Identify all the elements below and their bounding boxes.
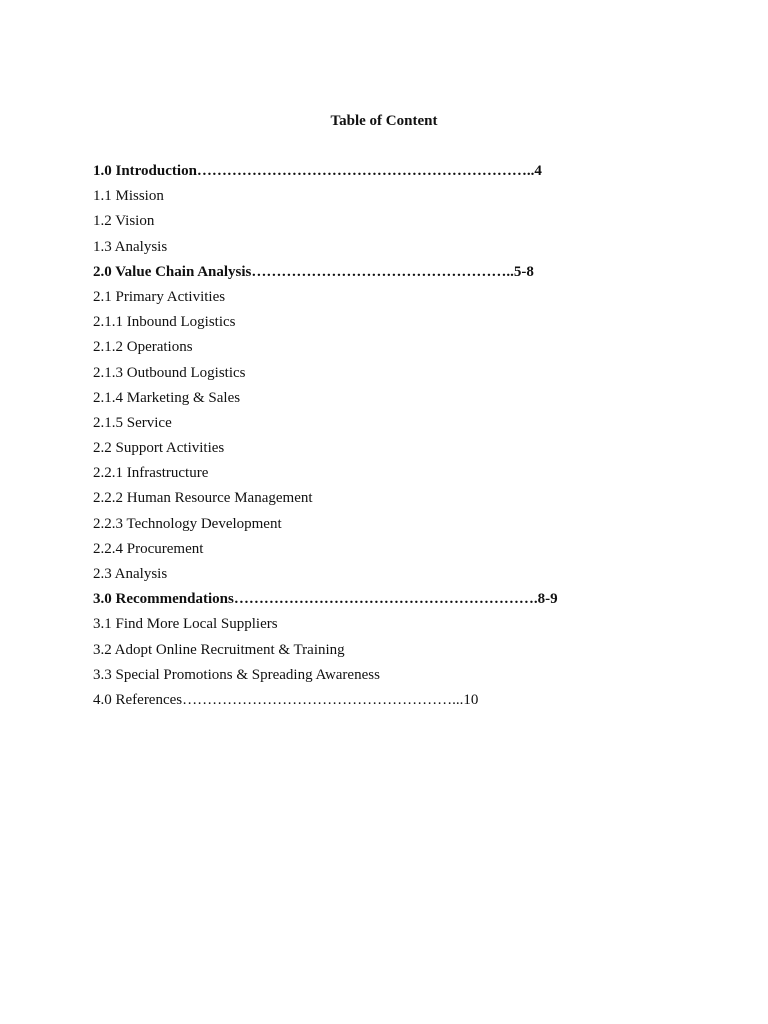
toc-entry: 2.1.4 Marketing & Sales [93, 389, 241, 406]
toc-entry: 2.2.1 Infrastructure [93, 465, 209, 482]
toc-entry: 1.2 Vision [93, 213, 155, 230]
toc-entry: 1.0 Introduction…………………………………………………………..4 [93, 163, 542, 179]
toc-entry: 2.1.2 Operations [93, 339, 193, 356]
toc-entry: 1.3 Analysis [93, 238, 168, 255]
toc-entry: 2.2.4 Procurement [93, 540, 204, 557]
toc-entry: 2.0 Value Chain Analysis……………………………………………..5-8 [93, 263, 534, 280]
toc-entry: 3.0 Recommendations…………………………………………………….8-9 [93, 591, 558, 608]
toc-entry: 2.1 Primary Activities [93, 288, 226, 305]
toc-entry: 4.0 References………………………………………………...10 [93, 691, 479, 708]
toc-entry: 2.2.3 Technology Development [93, 515, 282, 532]
toc-entry: 3.3 Special Promotions & Spreading Awareness [93, 666, 380, 683]
page-title: Table of Content [330, 113, 438, 129]
toc-entry: 3.2 Adopt Online Recruitment & Training [93, 641, 345, 658]
toc-entry: 2.3 Analysis [93, 566, 168, 582]
toc-entry: 2.2.2 Human Resource Management [93, 490, 313, 507]
toc-entry: 3.1 Find More Local Suppliers [93, 616, 278, 633]
toc-entry: 1.1 Mission [93, 188, 164, 205]
toc-entry: 2.1.3 Outbound Logistics [93, 364, 246, 381]
toc-entry: 2.1.1 Inbound Logistics [93, 314, 236, 331]
toc-entry: 2.1.5 Service [93, 414, 172, 431]
toc-entry: 2.2 Support Activities [93, 440, 225, 457]
toc-list [93, 161, 558, 715]
